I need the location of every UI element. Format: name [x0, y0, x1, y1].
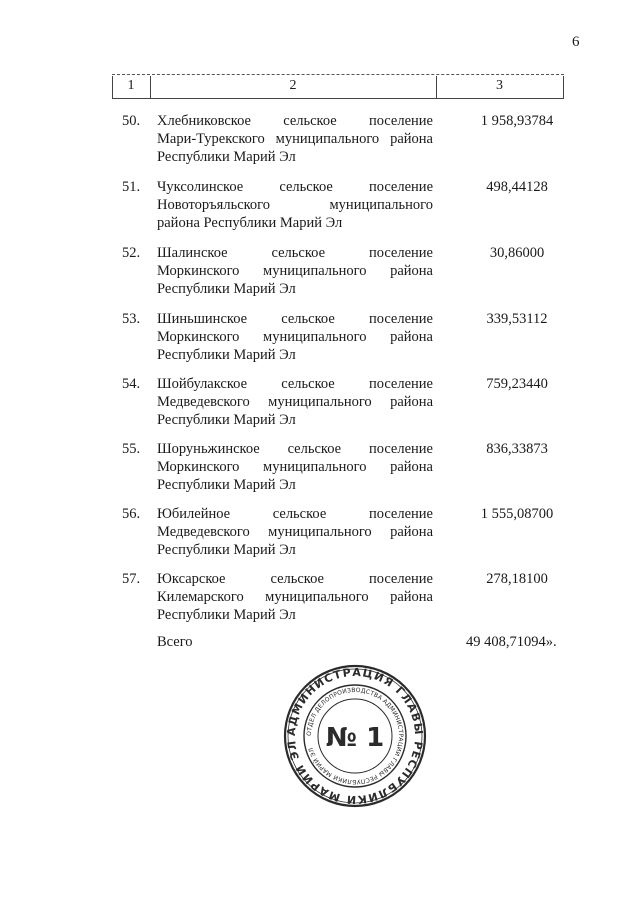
name-line: Мари-Турекского муниципального района	[157, 131, 433, 147]
header-col-1: 1	[127, 78, 135, 93]
name-line: Республики Марий Эл	[157, 347, 296, 363]
name-line: Республики Марий Эл	[157, 412, 296, 428]
row-value: 836,33873	[486, 441, 548, 457]
official-seal-stamp	[283, 664, 427, 808]
name-line: Моркинского муниципального района	[157, 263, 433, 279]
row-number: 50.	[122, 113, 141, 129]
row-number: 54.	[122, 376, 141, 392]
table-row	[112, 440, 564, 492]
table-row	[112, 375, 564, 427]
table-row	[112, 570, 564, 622]
row-value: 498,44128	[486, 179, 548, 195]
settlement-name	[157, 440, 433, 494]
row-number: 55.	[122, 441, 141, 457]
row-value: 759,23440	[486, 376, 548, 392]
header-col-3: 3	[496, 78, 503, 93]
name-line: Республики Марий Эл	[157, 542, 296, 558]
name-line: Килемарского муниципального района	[157, 589, 433, 605]
name-line: Шойбулакское сельское поселение	[157, 376, 433, 392]
name-line: Хлебниковское сельское поселение	[157, 113, 433, 129]
row-value: 1 958,93784	[480, 113, 554, 129]
seal-inner-text: ОТДЕЛ ДЕЛОПРОИЗВОДСТВА АДМИНИСТРАЦИИ ГЛАВЫ РЕСПУБЛИКИ МАРИЙ ЭЛ	[305, 686, 405, 786]
row-value: 30,86000	[489, 245, 545, 261]
header-col-2: 2	[289, 78, 297, 93]
total-value: 49 408,71094».	[466, 634, 557, 650]
seal-outer-text: АДМИНИСТРАЦИЯ ГЛАВЫ РЕСПУБЛИКИ МАРИЙ ЭЛ	[284, 665, 426, 807]
table-row	[112, 244, 564, 296]
header-bottom-border	[112, 98, 564, 99]
name-line: Моркинского муниципального района	[157, 329, 433, 345]
row-value: 278,18100	[486, 571, 548, 587]
name-line: Республики Марий Эл	[157, 607, 296, 623]
settlement-name	[157, 310, 433, 364]
name-line: Моркинского муниципального района	[157, 459, 433, 475]
settlement-name	[157, 505, 433, 559]
name-line: Новоторъяльского муниципального	[157, 197, 433, 213]
page-number: 6	[572, 34, 580, 50]
name-line: района Республики Марий Эл	[157, 215, 343, 231]
name-line: Юксарское сельское поселение	[157, 571, 433, 587]
row-number: 56.	[122, 506, 141, 522]
settlement-name	[157, 178, 433, 232]
name-line: Шоруньжинское сельское поселение	[157, 441, 433, 457]
table-row	[112, 310, 564, 362]
row-number: 52.	[122, 245, 141, 261]
row-value: 339,53112	[486, 311, 548, 327]
seal-number: № 1	[325, 723, 385, 753]
row-number: 51.	[122, 179, 141, 195]
row-value: 1 555,08700	[480, 506, 554, 522]
settlement-name	[157, 244, 433, 298]
table-row	[112, 112, 564, 164]
name-line: Шалинское сельское поселение	[157, 245, 433, 261]
row-number: 53.	[122, 311, 141, 327]
name-line: Шиньшинское сельское поселение	[157, 311, 433, 327]
name-line: Республики Марий Эл	[157, 281, 296, 297]
table-row	[112, 178, 564, 230]
name-line: Юбилейное сельское поселение	[157, 506, 433, 522]
name-line: Медведевского муниципального района	[157, 394, 433, 410]
name-line: Республики Марий Эл	[157, 477, 296, 493]
settlement-name	[157, 112, 433, 166]
name-line: Республики Марий Эл	[157, 149, 296, 165]
total-label: Всего	[157, 634, 193, 650]
header-top-border	[112, 74, 564, 75]
row-number: 57.	[122, 571, 141, 587]
header-separator	[563, 76, 564, 98]
table-row	[112, 505, 564, 557]
name-line: Медведевского муниципального района	[157, 524, 433, 540]
settlement-name	[157, 570, 433, 624]
settlement-name	[157, 375, 433, 429]
name-line: Чуксолинское сельское поселение	[157, 179, 433, 195]
